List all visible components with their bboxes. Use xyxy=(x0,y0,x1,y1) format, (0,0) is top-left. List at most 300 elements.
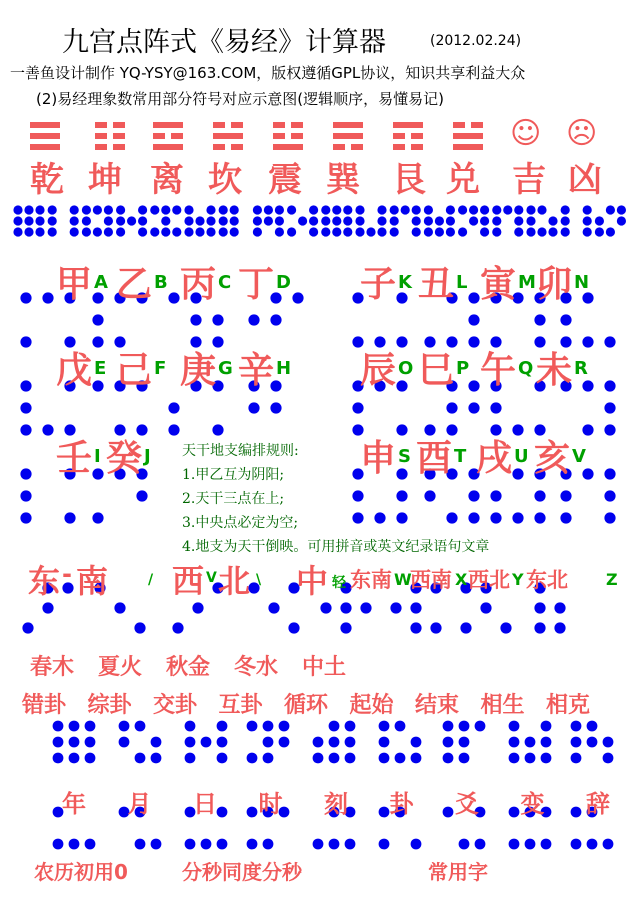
stem-branch-char: 寅 xyxy=(480,264,517,305)
matrix-dot xyxy=(92,314,103,325)
matrix-dot xyxy=(53,737,64,748)
matrix-dot xyxy=(443,721,454,732)
time-word-label: 年 xyxy=(62,790,86,818)
trigram-broken-line xyxy=(95,144,107,150)
date-label: (2012.02.24) xyxy=(430,33,522,49)
matrix-dot xyxy=(541,753,552,764)
matrix-dot xyxy=(396,424,407,435)
matrix-dot xyxy=(435,216,444,225)
stem-branch-char: 巳 xyxy=(418,350,455,391)
stem-branch-char: 辛 xyxy=(238,350,275,391)
matrix-dot xyxy=(490,490,501,501)
matrix-dot xyxy=(340,622,351,633)
matrix-dot xyxy=(583,227,592,236)
direction-southwest: 西南 xyxy=(410,568,452,592)
matrix-dot xyxy=(377,216,386,225)
matrix-dot xyxy=(206,205,215,214)
matrix-dot xyxy=(345,737,356,748)
matrix-dot xyxy=(379,753,390,764)
stem-branch-char: 子 xyxy=(360,264,397,305)
time-word-label: 辞 xyxy=(586,790,610,818)
matrix-dot xyxy=(379,721,390,732)
trigram-broken-line xyxy=(471,122,483,128)
rules-item: 2.天干三点在上; xyxy=(182,491,285,507)
matrix-dot xyxy=(332,227,341,236)
matrix-dot xyxy=(395,753,406,764)
direction-southeast: 东南 xyxy=(350,568,392,592)
matrix-dot xyxy=(70,227,79,236)
matrix-dot xyxy=(490,402,501,413)
matrix-dot xyxy=(571,737,582,748)
matrix-dot xyxy=(13,216,22,225)
direction-dash: - xyxy=(62,560,72,588)
matrix-dot xyxy=(309,227,318,236)
matrix-dot xyxy=(20,336,31,347)
matrix-dot xyxy=(390,227,399,236)
matrix-dot xyxy=(172,622,183,633)
matrix-dot xyxy=(168,424,179,435)
matrix-dot xyxy=(492,205,501,214)
matrix-dot xyxy=(270,402,281,413)
matrix-dot xyxy=(275,216,284,225)
matrix-dot xyxy=(582,336,593,347)
matrix-dot xyxy=(42,292,53,303)
matrix-dot xyxy=(534,490,545,501)
matrix-dot xyxy=(443,753,454,764)
matrix-dot xyxy=(82,205,91,214)
matrix-dot xyxy=(253,216,262,225)
subtitle-line: (2)易经理象数常用部分符号对应示意图(逻辑顺序，易懂易记) xyxy=(36,90,444,108)
matrix-dot xyxy=(345,721,356,732)
matrix-dot xyxy=(560,490,571,501)
time-word-label: 变 xyxy=(520,790,545,818)
matrix-dot xyxy=(332,205,341,214)
matrix-dot xyxy=(35,227,44,236)
matrix-dot xyxy=(151,839,162,850)
matrix-dot xyxy=(329,737,340,748)
matrix-dot xyxy=(104,227,113,236)
rules-item: 3.中央点必定为空; xyxy=(182,515,299,531)
matrix-dot xyxy=(13,227,22,236)
matrix-dot xyxy=(412,227,421,236)
matrix-dot xyxy=(329,839,340,850)
matrix-dot xyxy=(541,737,552,748)
matrix-dot xyxy=(270,314,281,325)
matrix-dot xyxy=(492,216,501,225)
direction-slash: / xyxy=(148,572,154,588)
matrix-dot xyxy=(185,737,196,748)
stem-branch-letter: P xyxy=(456,358,470,379)
direction-north: 北 xyxy=(218,562,251,600)
stem-branch-letter: U xyxy=(514,446,529,467)
direction-center: 中 xyxy=(296,562,329,600)
matrix-dot xyxy=(263,753,274,764)
matrix-dot xyxy=(446,227,455,236)
matrix-dot xyxy=(201,737,212,748)
stem-branch-letter: M xyxy=(518,272,536,293)
trigram-solid-line xyxy=(213,133,243,139)
page-title: 九宫点阵式《易经》计算器 xyxy=(62,27,386,58)
relation-label: 起始 xyxy=(349,693,394,718)
matrix-dot xyxy=(313,753,324,764)
trigram-name: 震 xyxy=(268,160,302,200)
matrix-dot xyxy=(587,737,598,748)
matrix-dot xyxy=(195,227,204,236)
matrix-dot xyxy=(69,753,80,764)
matrix-dot xyxy=(247,753,258,764)
matrix-dot xyxy=(104,216,113,225)
matrix-dot xyxy=(604,380,615,391)
trigram-broken-line xyxy=(231,122,243,128)
trigram-broken-line xyxy=(95,133,107,139)
matrix-dot xyxy=(64,512,75,523)
matrix-dot xyxy=(410,622,421,633)
matrix-dot xyxy=(352,402,363,413)
footer-common-words: 常用字 xyxy=(428,860,488,884)
stem-branch-letter: V xyxy=(572,446,586,467)
stem-branch-char: 壬 xyxy=(56,438,93,479)
matrix-dot xyxy=(247,807,258,818)
stem-branch-letter: R xyxy=(574,358,588,379)
trigram-solid-line xyxy=(30,122,60,128)
matrix-dot xyxy=(24,205,33,214)
matrix-dot xyxy=(509,737,520,748)
stem-branch-letter: T xyxy=(454,446,467,467)
matrix-dot xyxy=(541,839,552,850)
trigram-solid-line xyxy=(153,122,183,128)
matrix-dot xyxy=(172,227,181,236)
matrix-dot xyxy=(561,205,570,214)
trigram-broken-line xyxy=(273,133,285,139)
matrix-dot xyxy=(379,807,390,818)
trigram-broken-line xyxy=(213,122,225,128)
matrix-dot xyxy=(603,737,614,748)
matrix-dot xyxy=(468,314,479,325)
trigram-broken-line xyxy=(393,133,405,139)
matrix-dot xyxy=(247,839,258,850)
direction-v: V xyxy=(206,570,217,586)
stem-branch-char: 卯 xyxy=(536,264,573,305)
matrix-dot xyxy=(92,512,103,523)
matrix-dot xyxy=(537,205,546,214)
trigram-name: 艮 xyxy=(392,160,426,200)
matrix-dot xyxy=(443,737,454,748)
stem-branch-char: 酉 xyxy=(416,438,453,479)
matrix-dot xyxy=(119,737,130,748)
relation-label: 互卦 xyxy=(218,693,263,718)
matrix-dot xyxy=(195,216,204,225)
matrix-dot xyxy=(263,839,274,850)
direction-w: W xyxy=(394,570,412,589)
matrix-dot xyxy=(85,839,96,850)
stem-branch-letter: E xyxy=(94,358,107,379)
matrix-dot xyxy=(374,512,385,523)
matrix-dot xyxy=(582,380,593,391)
matrix-dot xyxy=(604,468,615,479)
matrix-dot xyxy=(279,737,290,748)
matrix-dot xyxy=(321,216,330,225)
matrix-dot xyxy=(217,737,228,748)
matrix-dot xyxy=(587,721,598,732)
matrix-dot xyxy=(411,737,422,748)
matrix-dot xyxy=(537,227,546,236)
footer-minute-second-note: 分秒同度分秒 xyxy=(182,860,302,884)
matrix-dot xyxy=(114,602,125,613)
matrix-dot xyxy=(309,216,318,225)
relation-label: 循环 xyxy=(284,693,329,718)
matrix-dot xyxy=(329,721,340,732)
matrix-dot xyxy=(352,512,363,523)
matrix-dot xyxy=(512,468,523,479)
matrix-dot xyxy=(69,737,80,748)
matrix-dot xyxy=(377,205,386,214)
stem-branch-char: 未 xyxy=(536,350,573,391)
trigram-broken-line xyxy=(453,122,465,128)
matrix-dot xyxy=(48,216,57,225)
season-label: 春木 xyxy=(30,655,75,680)
matrix-dot xyxy=(320,602,331,613)
matrix-dot xyxy=(85,753,96,764)
matrix-dot xyxy=(70,205,79,214)
relation-label: 综卦 xyxy=(87,693,132,718)
matrix-dot xyxy=(206,227,215,236)
stem-branch-char: 甲 xyxy=(56,264,93,305)
matrix-dot xyxy=(217,839,228,850)
stem-branch-char: 戌 xyxy=(476,438,513,479)
matrix-dot xyxy=(352,490,363,501)
matrix-dot xyxy=(136,490,147,501)
stem-branch-letter: N xyxy=(574,272,590,293)
matrix-dot xyxy=(92,468,103,479)
trigram-name: 离 xyxy=(150,160,184,200)
matrix-dot xyxy=(161,227,170,236)
matrix-dot xyxy=(366,227,375,236)
matrix-dot xyxy=(206,216,215,225)
matrix-dot xyxy=(390,205,399,214)
matrix-dot xyxy=(390,216,399,225)
direction-z: Z xyxy=(606,570,618,589)
matrix-dot xyxy=(135,839,146,850)
matrix-dot xyxy=(93,205,102,214)
matrix-dot xyxy=(135,753,146,764)
matrix-dot xyxy=(168,402,179,413)
matrix-dot xyxy=(192,602,203,613)
trigram-name: 坤 xyxy=(88,160,122,200)
matrix-dot xyxy=(313,839,324,850)
trigram-name: 乾 xyxy=(30,160,64,200)
stem-branch-letter: B xyxy=(154,272,168,293)
matrix-dot xyxy=(514,205,523,214)
matrix-dot xyxy=(468,292,479,303)
matrix-dot xyxy=(168,292,179,303)
matrix-dot xyxy=(571,807,582,818)
matrix-dot xyxy=(93,227,102,236)
stem-branch-letter: A xyxy=(94,272,108,293)
stem-branch-char: 亥 xyxy=(534,438,571,479)
matrix-dot xyxy=(264,216,273,225)
matrix-dot xyxy=(201,839,212,850)
matrix-dot xyxy=(459,753,470,764)
stem-branch-char: 庚 xyxy=(180,350,217,391)
matrix-dot xyxy=(548,216,557,225)
matrix-dot xyxy=(561,216,570,225)
matrix-dot xyxy=(604,490,615,501)
matrix-dot xyxy=(287,205,296,214)
matrix-dot xyxy=(69,839,80,850)
matrix-dot xyxy=(321,205,330,214)
matrix-dot xyxy=(500,622,511,633)
matrix-dot xyxy=(264,205,273,214)
matrix-dot xyxy=(396,468,407,479)
matrix-dot xyxy=(468,380,479,391)
matrix-dot xyxy=(53,753,64,764)
matrix-dot xyxy=(35,216,44,225)
matrix-dot xyxy=(42,424,53,435)
stem-branch-char: 辰 xyxy=(360,350,397,391)
matrix-dot xyxy=(275,227,284,236)
matrix-dot xyxy=(554,622,565,633)
matrix-dot xyxy=(230,205,239,214)
trigram-broken-line xyxy=(231,144,243,150)
matrix-dot xyxy=(606,227,615,236)
matrix-dot xyxy=(20,424,31,435)
stem-branch-letter: S xyxy=(398,446,411,467)
fortune-inauspicious: 凶 xyxy=(568,160,602,200)
matrix-dot xyxy=(48,205,57,214)
matrix-dot xyxy=(475,839,486,850)
matrix-dot xyxy=(217,807,228,818)
matrix-dot xyxy=(396,490,407,501)
trigram-broken-line xyxy=(333,144,345,150)
matrix-dot xyxy=(503,205,512,214)
matrix-dot xyxy=(219,216,228,225)
season-label: 秋金 xyxy=(166,655,211,680)
direction-east: 东 xyxy=(28,562,61,600)
trigram-name: 坎 xyxy=(208,160,242,200)
matrix-dot xyxy=(253,227,262,236)
matrix-dot xyxy=(85,721,96,732)
time-word-label: 日 xyxy=(193,790,217,818)
time-word-label: 爻 xyxy=(455,790,479,818)
matrix-dot xyxy=(526,205,535,214)
matrix-dot xyxy=(587,839,598,850)
matrix-dot xyxy=(582,424,593,435)
stem-branch-char: 己 xyxy=(116,350,153,391)
matrix-dot xyxy=(509,721,520,732)
matrix-dot xyxy=(430,622,441,633)
matrix-dot xyxy=(446,205,455,214)
stem-branch-letter: G xyxy=(218,358,233,379)
relation-label: 结束 xyxy=(415,693,460,718)
matrix-dot xyxy=(468,490,479,501)
stem-branch-char: 午 xyxy=(480,350,517,391)
matrix-dot xyxy=(424,205,433,214)
stem-branch-char: 申 xyxy=(360,438,397,479)
direction-backslash: \ xyxy=(256,572,262,588)
rules-title: 天干地支编排规则: xyxy=(182,443,299,459)
trigram-broken-line xyxy=(291,133,303,139)
trigram-broken-line xyxy=(291,122,303,128)
trigram-solid-line xyxy=(153,144,183,150)
matrix-dot xyxy=(263,721,274,732)
matrix-dot xyxy=(514,216,523,225)
stem-branch-letter: K xyxy=(398,272,412,293)
season-label: 冬水 xyxy=(234,655,279,680)
rules-item: 1.甲乙互为阴阳; xyxy=(182,467,285,483)
trigram-broken-line xyxy=(171,133,183,139)
matrix-dot xyxy=(424,216,433,225)
matrix-dot xyxy=(514,227,523,236)
time-word-label: 月 xyxy=(127,790,152,818)
matrix-dot xyxy=(219,205,228,214)
matrix-dot xyxy=(446,512,457,523)
matrix-dot xyxy=(92,380,103,391)
trigram-solid-line xyxy=(30,133,60,139)
matrix-dot xyxy=(480,602,491,613)
matrix-dot xyxy=(247,721,258,732)
matrix-dot xyxy=(150,227,159,236)
matrix-dot xyxy=(138,205,147,214)
matrix-dot xyxy=(390,602,401,613)
smiley-face-icon: ☺ xyxy=(510,116,542,151)
footer-lunar-note: 农历初用0 xyxy=(34,860,128,884)
matrix-dot xyxy=(185,839,196,850)
matrix-dot xyxy=(509,839,520,850)
matrix-dot xyxy=(355,216,364,225)
matrix-dot xyxy=(512,512,523,523)
trigram-broken-line xyxy=(113,144,125,150)
matrix-dot xyxy=(309,205,318,214)
matrix-dot xyxy=(292,292,303,303)
credit-line: 一善鱼设计制作 YQ-YSY@163.COM，版权遵循GPL协议，知识共享利益大众 xyxy=(10,64,526,82)
stem-branch-letter: I xyxy=(94,446,101,467)
matrix-dot xyxy=(151,753,162,764)
matrix-dot xyxy=(329,753,340,764)
matrix-dot xyxy=(190,314,201,325)
matrix-dot xyxy=(534,314,545,325)
matrix-dot xyxy=(458,227,467,236)
matrix-dot xyxy=(48,227,57,236)
stem-branch-letter: F xyxy=(154,358,167,379)
matrix-dot xyxy=(604,402,615,413)
matrix-dot xyxy=(298,216,307,225)
matrix-dot xyxy=(396,336,407,347)
stem-branch-letter: Q xyxy=(518,358,534,379)
matrix-dot xyxy=(275,205,284,214)
matrix-dot xyxy=(355,205,364,214)
matrix-dot xyxy=(279,721,290,732)
stem-branch-letter: C xyxy=(218,272,232,293)
matrix-dot xyxy=(185,753,196,764)
matrix-dot xyxy=(571,839,582,850)
time-word-label: 卦 xyxy=(389,790,414,818)
matrix-dot xyxy=(92,292,103,303)
direction-northwest: 西北 xyxy=(468,568,510,592)
matrix-dot xyxy=(287,227,296,236)
matrix-dot xyxy=(20,402,31,413)
matrix-dot xyxy=(459,721,470,732)
matrix-dot xyxy=(396,380,407,391)
matrix-dot xyxy=(583,216,592,225)
matrix-dot xyxy=(119,721,130,732)
trigram-name: 兑 xyxy=(446,160,480,200)
direction-south: 南 xyxy=(76,562,109,600)
matrix-dot xyxy=(396,292,407,303)
matrix-dot xyxy=(184,205,193,214)
matrix-dot xyxy=(92,336,103,347)
direction-x: X xyxy=(455,570,468,589)
matrix-dot xyxy=(332,216,341,225)
